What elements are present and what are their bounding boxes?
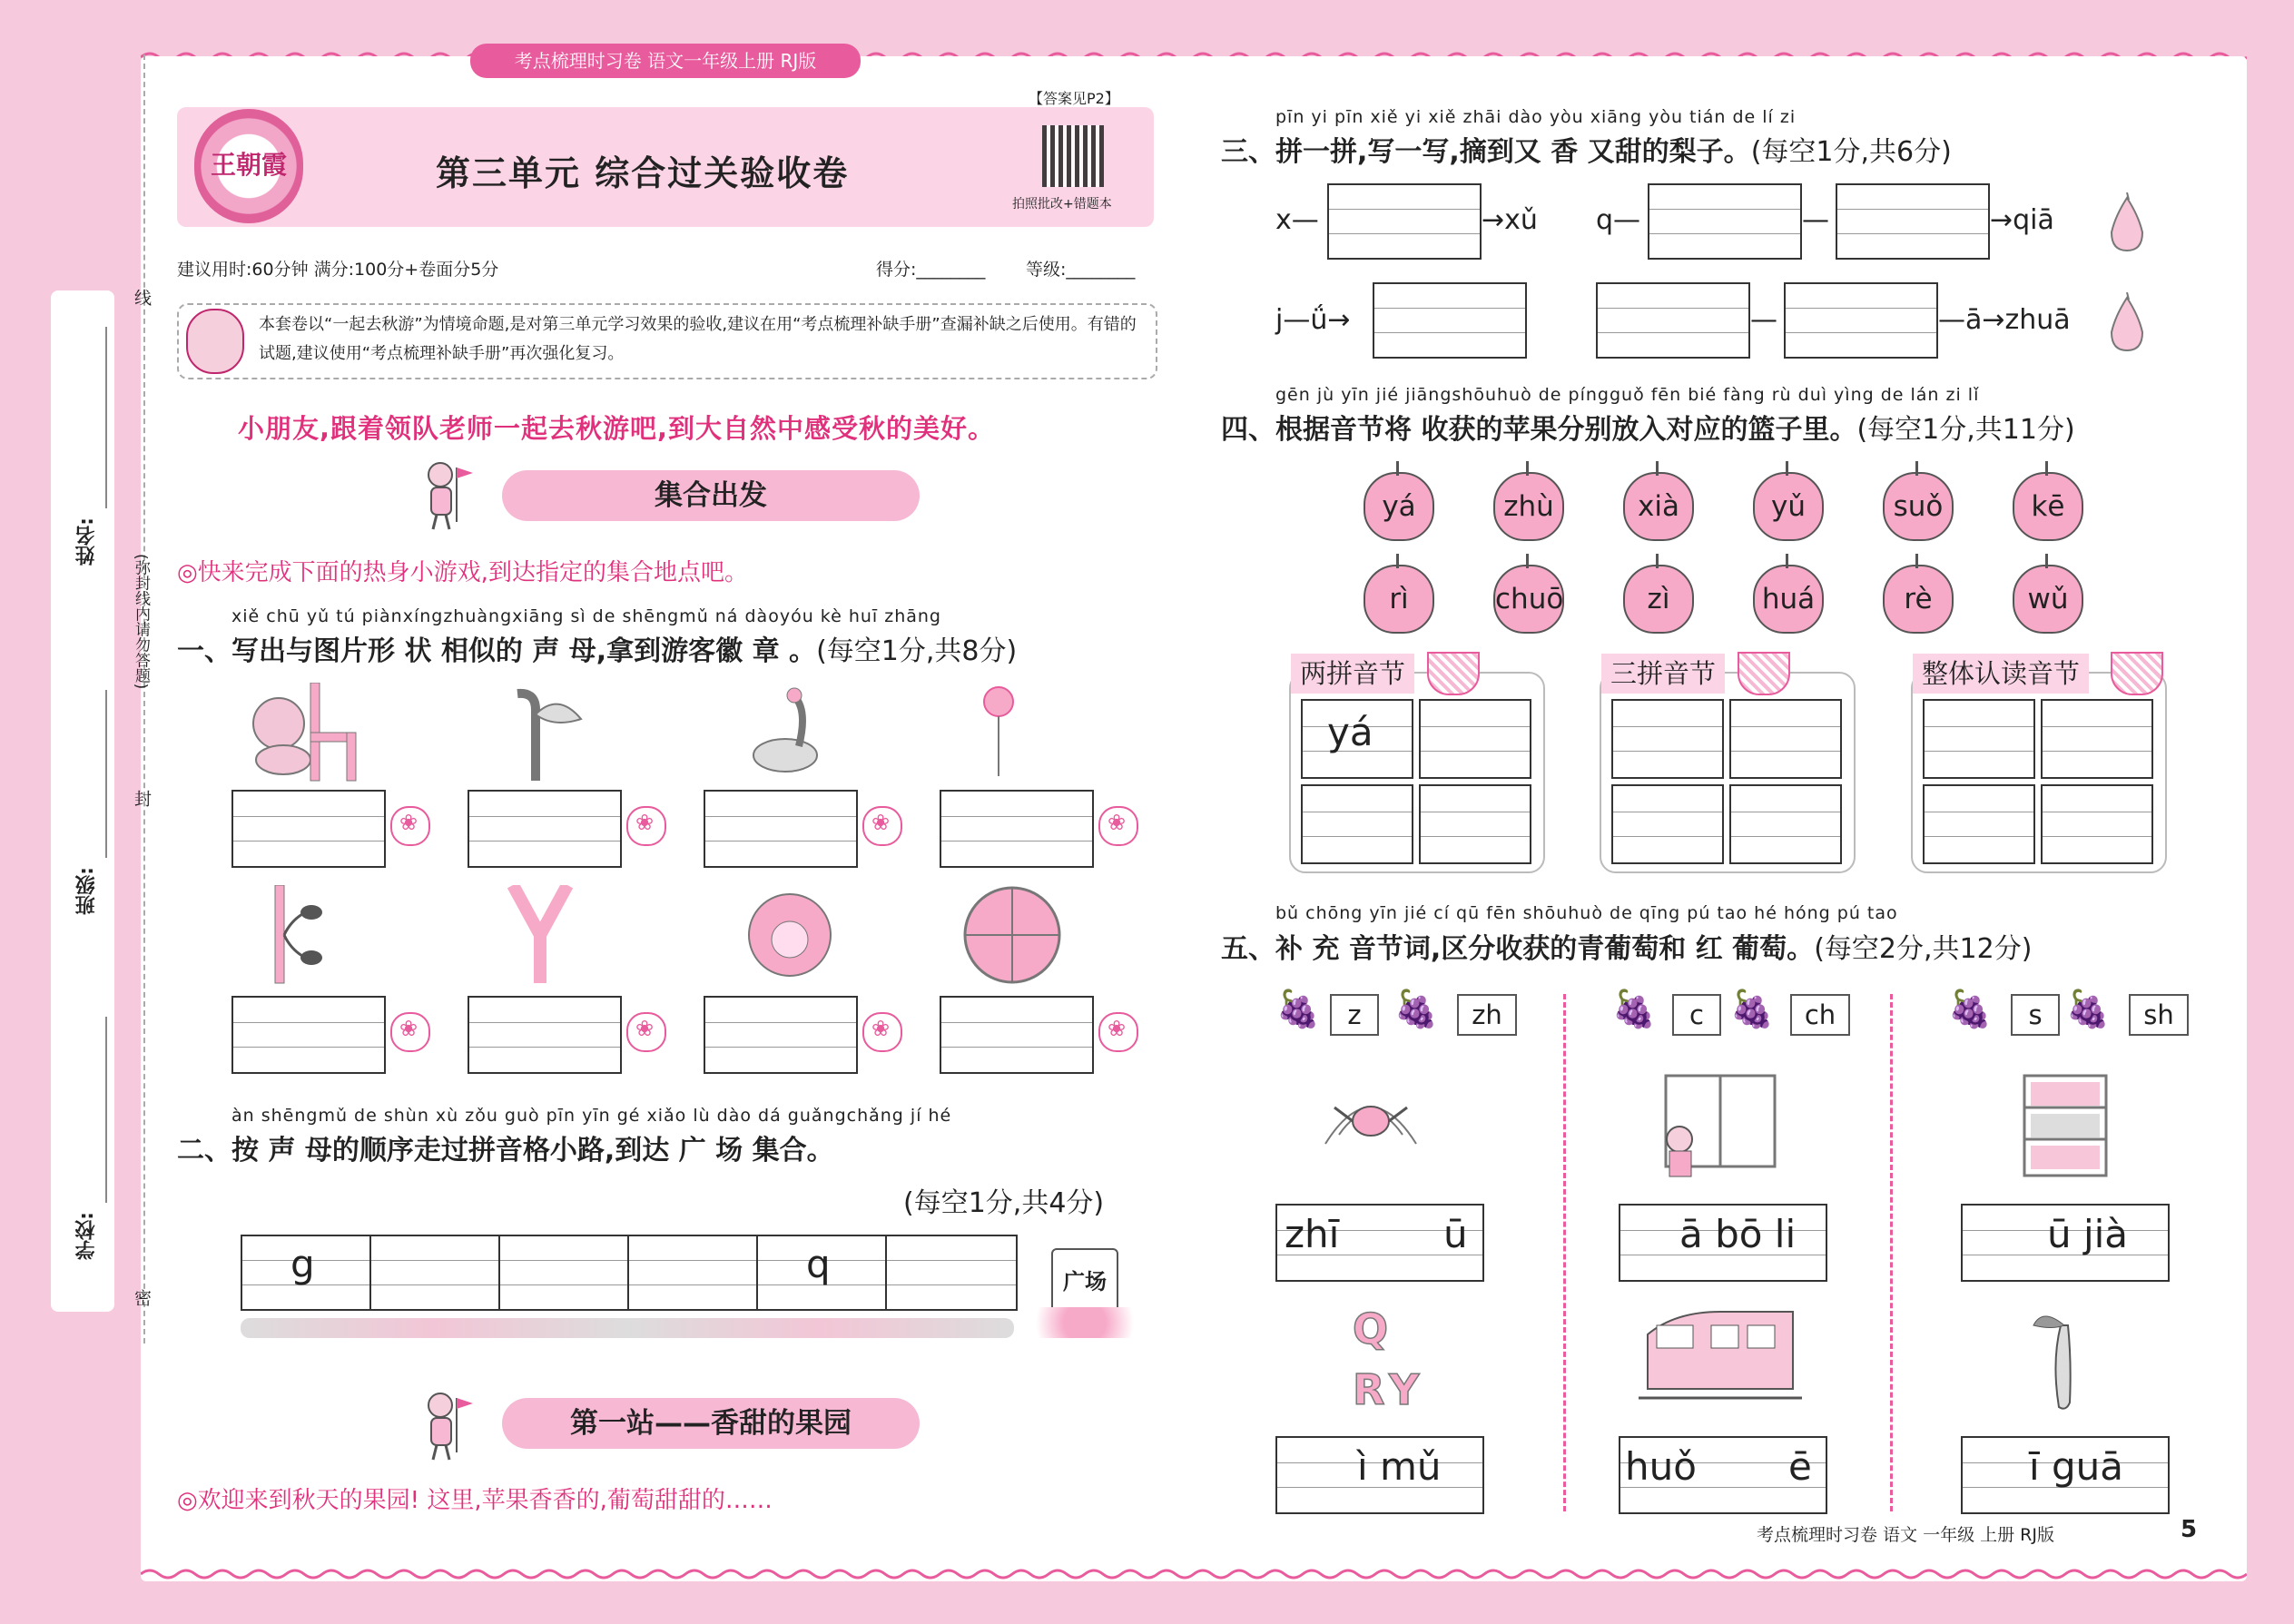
maple-leaf-badge-icon <box>390 806 430 846</box>
lead-orchard: ◎欢迎来到秋天的果园! 这里,苹果香香的,葡萄甜甜的…… <box>177 1487 773 1514</box>
basket2-slot-1[interactable] <box>1611 699 1724 779</box>
basket-icon <box>1427 652 1480 695</box>
question-2-score: (每空1分,共4分) <box>903 1187 1105 1219</box>
apple-syllable[interactable]: xià <box>1623 472 1694 541</box>
footer-text: 考点梳理时习卷 语文 一年级 上册 RJ版 <box>1757 1525 2054 1545</box>
question-1-text: 一、写出与图片形 状 相似的 声 母,拿到游客徽 章 。 <box>177 635 817 667</box>
basket2-slot-4[interactable] <box>1729 784 1842 864</box>
question-3 <box>1221 129 1952 169</box>
question-1-score: (每空1分,共8分) <box>816 635 1018 667</box>
q1-pinyin: xiě chū yǔ tú piànxíngzhuàngxiāng sì de shēngmǔ ná dàoyóu kè huī zhāng <box>231 606 941 626</box>
q3-row1-b-start: q— <box>1596 204 1641 236</box>
apple-syllable[interactable]: zhù <box>1493 472 1564 541</box>
basket3-slot-1[interactable] <box>1923 699 2035 779</box>
q5-word-1-part-2: ū <box>1443 1212 1468 1256</box>
maple-leaf-badge-icon <box>862 1012 902 1052</box>
seal-mark-feng: 封 <box>132 790 152 807</box>
q1-answer-box-4[interactable] <box>940 790 1094 868</box>
q2-pinyin: àn shēngmǔ de shùn xù zǒu guò pīn yīn gé xiǎo lù dào dá guǎngchǎng jí hé <box>231 1106 952 1126</box>
page-number: 5 <box>2181 1516 2198 1543</box>
q3-box-4[interactable] <box>1373 282 1527 359</box>
q1-answer-box-6[interactable] <box>468 996 622 1074</box>
question-5 <box>1221 926 2032 966</box>
svg-text:Q: Q <box>1353 1304 1389 1353</box>
q3-row1-b-end: →qiā <box>1990 204 2054 236</box>
lead-gather: ◎快来完成下面的热身小游戏,到达指定的集合地点吧。 <box>177 559 748 586</box>
question-2: 二、按 声 母的顺序走过拼音格小路,到达 广 场 集合。 <box>177 1135 834 1166</box>
q5-word-6: ī guā <box>2029 1444 2124 1489</box>
section-pill-gather: 集合出发 <box>502 470 920 521</box>
maple-leaf-badge-icon <box>862 806 902 846</box>
page-title: 第三单元 综合过关验收卷 <box>436 153 850 193</box>
school-label: 学校: <box>75 1212 98 1260</box>
maple-leaf-badge-icon <box>626 1012 666 1052</box>
basket-two-part-label: 两拼音节 <box>1291 654 1414 694</box>
seal-note: (弥封线内请勿答题) <box>132 554 150 690</box>
q1-answer-box-5[interactable] <box>231 996 386 1074</box>
svg-text:Y: Y <box>1389 1365 1420 1412</box>
q1-answer-box-2[interactable] <box>468 790 622 868</box>
apple-syllable[interactable]: rè <box>1883 565 1954 634</box>
red-grape-icon: 🍇 <box>1729 989 1775 1030</box>
seal-mark-mi: 密 <box>132 1289 152 1306</box>
path-cell-2[interactable] <box>369 1235 502 1311</box>
red-grape-tag: zh <box>1457 994 1517 1036</box>
q3-box-6[interactable] <box>1784 282 1938 359</box>
basket1-slot-3[interactable] <box>1301 784 1413 864</box>
apple-syllable[interactable]: yǔ <box>1753 472 1824 541</box>
green-grape-icon: 🍇 <box>1611 989 1657 1030</box>
train-icon <box>1639 1307 1802 1407</box>
girl-avatar-icon <box>186 309 244 374</box>
red-grape-icon: 🍇 <box>2065 989 2111 1030</box>
section-pill-orchard: 第一站——香甜的果园 <box>502 1398 920 1449</box>
green-grape-icon: 🍇 <box>1275 989 1321 1030</box>
basket3-slot-3[interactable] <box>1923 784 2035 864</box>
time-score-info: 建议用时:60分钟 满分:100分+卷面分5分 <box>177 260 499 280</box>
apple-syllable[interactable]: kē <box>2013 472 2083 541</box>
alphabet-letters-icon <box>1348 1303 1430 1412</box>
red-grape-tag: sh <box>2129 994 2189 1036</box>
question-4-text: 四、根据音节将 收获的苹果分别放入对应的篮子里。 <box>1221 414 1857 446</box>
balloon-icon <box>980 685 1017 781</box>
plaza-sign: 广场 <box>1051 1248 1118 1315</box>
basket1-slot-4[interactable] <box>1419 784 1531 864</box>
grade-field[interactable]: 等级:________ <box>1026 260 1136 280</box>
name-field[interactable] <box>105 327 107 508</box>
q3-row1-a-end: →xǔ <box>1482 204 1538 236</box>
q1-answer-box-3[interactable] <box>704 790 858 868</box>
apple-syllable[interactable]: rì <box>1364 565 1434 634</box>
watermelon-icon <box>960 885 1065 985</box>
question-1 <box>177 628 1017 668</box>
spider-web-icon <box>1321 1080 1421 1162</box>
red-grape-tag: ch <box>1790 994 1850 1036</box>
flower-bed-icon <box>1017 1307 1153 1338</box>
basket3-slot-4[interactable] <box>2041 784 2153 864</box>
basket2-slot-2[interactable] <box>1729 699 1842 779</box>
intro-text: 本套卷以“一起去秋游”为情境命题,是对第三单元学习效果的验收,建议在用“考点梳理补缺手册”查漏补缺之后使用。有错的试题,建议使用“考点梳理补缺手册”再次强化复习。 <box>259 315 1137 363</box>
brand-logo-text: 王朝霞 <box>210 150 287 180</box>
pear-icon <box>2104 292 2150 352</box>
seal-mark-line: 线 <box>132 289 152 306</box>
window-glass-icon <box>1657 1071 1784 1180</box>
q3-row1-a-start: x— <box>1275 204 1319 236</box>
q1-answer-box-7[interactable] <box>704 996 858 1074</box>
path-cell-5-text: q <box>806 1242 831 1286</box>
q5-word-3: ū jià <box>2047 1212 2129 1256</box>
column-divider <box>1890 994 1893 1511</box>
qr-caption: 拍照批改+错题本 <box>1012 197 1112 212</box>
maple-leaf-badge-icon <box>1098 1012 1138 1052</box>
q3-pinyin: pīn yi pīn xiě yi xiě zhāi dào yòu xiāng yòu tián de lí zi <box>1275 107 1797 127</box>
svg-text:R: R <box>1353 1365 1385 1412</box>
basket1-slot-2[interactable] <box>1419 699 1531 779</box>
q5-pinyin: bǔ chōng yīn jié cí qū fēn shōuhuò de qīng pú tao hé hóng pú tao <box>1275 903 1898 923</box>
basket-icon <box>1738 652 1790 695</box>
apple-syllable[interactable]: zì <box>1623 565 1694 634</box>
answer-reference: 【答案见P2】 <box>1029 90 1119 107</box>
story-headline: 小朋友,跟着领队老师一起去秋游吧,到大自然中感受秋的美好。 <box>238 413 996 444</box>
question-5-text: 五、补 充 音节词,区分收获的青葡萄和 红 葡萄。 <box>1221 933 1815 965</box>
q3-row2-a-start: j—ǘ→ <box>1275 304 1351 336</box>
q4-pinyin: gēn jù yīn jié jiāngshōuhuò de píngguǒ fēn bié fàng rù duì yìng de lán zi lǐ <box>1275 385 1980 405</box>
goose-icon <box>744 683 826 782</box>
q3-row1-b-dash: — <box>1802 204 1829 236</box>
green-grape-tag: c <box>1672 994 1721 1036</box>
q3-box-5[interactable] <box>1596 282 1750 359</box>
path-cell-6[interactable] <box>885 1235 1018 1311</box>
tadpoles-k-icon <box>268 885 331 985</box>
basket-icon <box>2111 652 2163 695</box>
qr-code-icon[interactable] <box>1042 125 1104 187</box>
q5-word-5-part-2: ē <box>1788 1444 1812 1489</box>
hiker-flag-icon <box>413 458 475 531</box>
question-5-score: (每空2分,共12分) <box>1814 933 2033 965</box>
basket3-slot-2[interactable] <box>2041 699 2153 779</box>
question-4 <box>1221 407 2075 447</box>
q3-row2-b-dash: — <box>1750 304 1777 336</box>
bookshelf-icon <box>2020 1071 2111 1180</box>
green-grape-icon: 🍇 <box>1947 989 1993 1030</box>
column-divider <box>1563 994 1566 1511</box>
question-4-score: (每空1分,共11分) <box>1856 414 2075 446</box>
maple-leaf-badge-icon <box>390 1012 430 1052</box>
lion-chair-h-icon <box>238 683 365 782</box>
q3-box-1[interactable] <box>1327 183 1482 260</box>
q5-word-5-part-1: huǒ <box>1625 1444 1697 1489</box>
score-field[interactable]: 得分:________ <box>876 260 986 280</box>
question-3-score: (每空1分,共6分) <box>1750 136 1952 168</box>
q3-row2-b-end: —ā→zhuā <box>1938 304 2071 336</box>
maple-leaf-badge-icon <box>626 806 666 846</box>
basket2-slot-3[interactable] <box>1611 784 1724 864</box>
green-grape-tag: z <box>1330 994 1379 1036</box>
basket-whole-syllable-label: 整体认读音节 <box>1913 654 2089 694</box>
path-ground <box>241 1318 1014 1338</box>
branch-y-icon <box>504 885 576 985</box>
series-tab: 考点梳理时习卷 语文一年级上册 RJ版 <box>470 44 861 78</box>
q1-answer-box-1[interactable] <box>231 790 386 868</box>
q3-box-2[interactable] <box>1648 183 1802 260</box>
pear-icon <box>2104 192 2150 252</box>
apple-syllable[interactable]: chuō <box>1493 565 1564 634</box>
hiker-flag-icon <box>413 1389 475 1462</box>
path-cell-3[interactable] <box>498 1235 631 1311</box>
class-label: 班级: <box>75 867 98 915</box>
basket-three-part-label: 三拼音节 <box>1601 654 1725 694</box>
q3-box-3[interactable] <box>1836 183 1990 260</box>
apple-syllable[interactable]: huá <box>1753 565 1824 634</box>
q5-word-1-part-1: zhī <box>1285 1212 1340 1256</box>
apple-syllable[interactable]: suǒ <box>1883 472 1954 541</box>
q1-answer-box-8[interactable] <box>940 996 1094 1074</box>
path-cell-1-text: g <box>290 1242 315 1286</box>
class-field[interactable] <box>105 690 107 858</box>
red-grape-icon: 🍇 <box>1393 989 1439 1030</box>
name-label: 姓名: <box>75 517 98 566</box>
sprout-f-icon <box>504 683 586 782</box>
apple-syllable[interactable]: wǔ <box>2013 565 2083 634</box>
basket1-slot-1-text: yá <box>1327 710 1373 754</box>
question-3-text: 三、拼一拼,写一写,摘到又 香 又甜的梨子。 <box>1221 136 1751 168</box>
apple-syllable[interactable]: yá <box>1364 472 1434 541</box>
q5-word-2: ā bō li <box>1679 1212 1797 1256</box>
wavy-border-bottom <box>141 1567 2247 1581</box>
hedgehog-icon <box>740 885 840 985</box>
school-field[interactable] <box>105 1017 107 1203</box>
green-grape-tag: s <box>2011 994 2060 1036</box>
q5-word-4: ì mǔ <box>1357 1444 1442 1489</box>
maple-leaf-badge-icon <box>1098 806 1138 846</box>
path-cell-4[interactable] <box>627 1235 760 1311</box>
seal-dashed-line <box>143 54 145 1343</box>
cucumber-icon <box>2024 1307 2097 1416</box>
